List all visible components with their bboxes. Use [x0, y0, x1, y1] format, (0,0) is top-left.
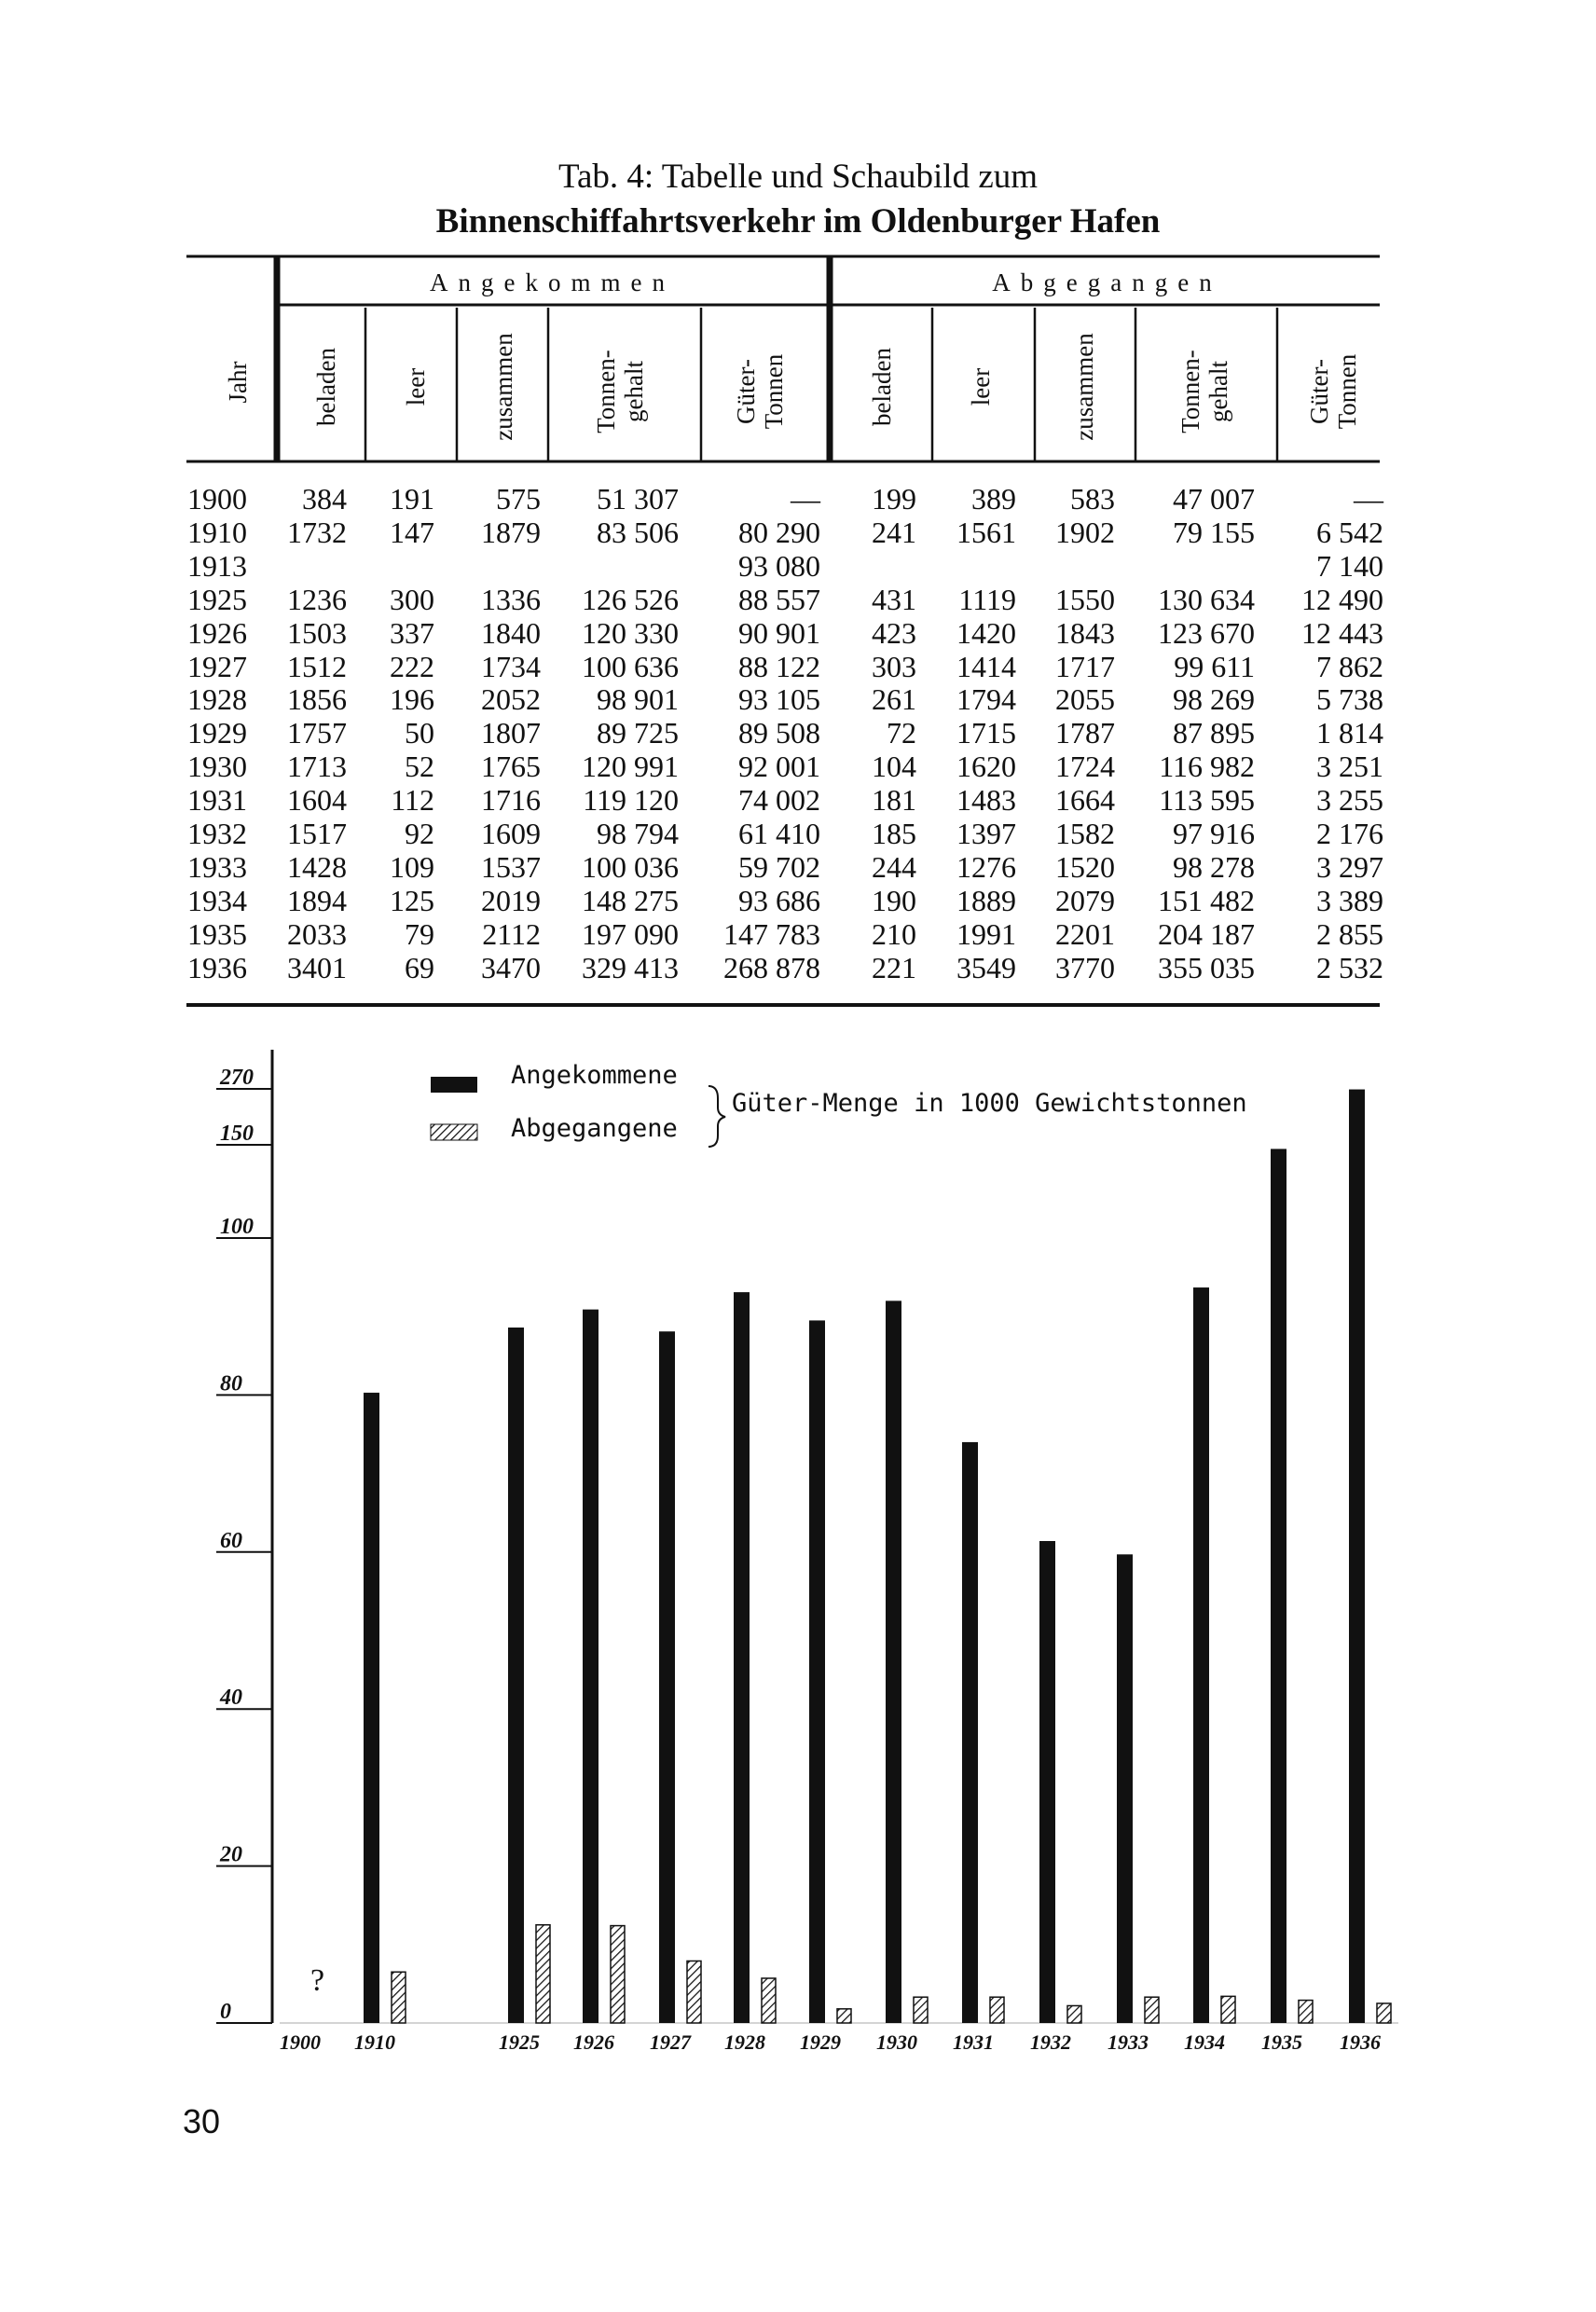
table-cell-year: 1930 [187, 750, 247, 784]
x-tick-label: 1934 [1184, 2030, 1225, 2054]
table-cell: 87 895 [1173, 716, 1255, 750]
y-tick-label: 60 [220, 1528, 242, 1553]
table-cell: 2 855 [1316, 916, 1383, 951]
table-cell: 2055 [1055, 682, 1115, 717]
table-cell: 355 035 [1158, 950, 1255, 984]
table-cell: 1236 [287, 582, 347, 616]
bars [364, 1090, 1391, 2023]
table-cell: 83 506 [597, 515, 679, 549]
page-number: 30 [183, 2102, 221, 2140]
table-cell: 120 991 [582, 750, 679, 784]
table-cell: 2201 [1055, 916, 1115, 951]
table-cell-year: 1910 [187, 515, 247, 549]
table-cell: 126 526 [582, 582, 679, 616]
table-cell-year: 1926 [187, 615, 247, 650]
table-cell-year: 1929 [187, 716, 247, 750]
x-tick-label: 1936 [1340, 2030, 1381, 2054]
table-cell: 1582 [1055, 817, 1115, 850]
column-header: beladen [312, 348, 340, 426]
table-cell: 1276 [956, 849, 1016, 884]
x-tick-label: 1928 [724, 2030, 765, 2054]
table-cell: 113 595 [1159, 783, 1255, 818]
table-cell-year: 1935 [187, 916, 247, 951]
x-tick-label: 1935 [1261, 2030, 1302, 2054]
table-cell: 1517 [287, 817, 347, 850]
bar-departed [990, 1997, 1004, 2023]
bar-departed [837, 2009, 851, 2023]
table-cell: 100 636 [582, 649, 679, 683]
table-cell-year: 1932 [187, 817, 247, 850]
column-header: Tonnen- gehalt [1176, 350, 1232, 434]
table-cell: 575 [496, 482, 541, 516]
table-cell: 1879 [481, 515, 541, 549]
table-cell: 3 255 [1316, 783, 1383, 818]
x-tick-label: 1933 [1108, 2030, 1149, 2054]
table-cell: 1732 [287, 515, 347, 549]
table-cell: 2052 [481, 682, 541, 717]
table-cell-year: 1933 [187, 849, 247, 884]
table-cell: 79 [405, 916, 434, 951]
legend-departed-swatch [431, 1124, 477, 1140]
bar-arrived [734, 1292, 750, 2023]
table-cell: 100 036 [582, 849, 679, 884]
table-cell: 123 670 [1158, 615, 1255, 650]
table-cell: 112 [391, 783, 434, 818]
table-cell: 98 278 [1173, 849, 1255, 884]
bar-departed [1221, 1996, 1235, 2023]
table-cell: 2 532 [1316, 950, 1383, 984]
table-cell-year: 1936 [187, 950, 247, 984]
table-cell: 1794 [956, 682, 1016, 717]
bar-arrived [1271, 1149, 1286, 2023]
table-cell: 1713 [287, 750, 347, 784]
x-axis-labels [280, 2030, 1381, 2054]
y-tick-label: 20 [220, 1842, 242, 1867]
table-cell: 1902 [1055, 515, 1115, 549]
table-cell-year: 1931 [187, 783, 247, 818]
table-cell: 98 269 [1173, 682, 1255, 717]
table-cell: 181 [872, 783, 916, 818]
table-cell: 92 [405, 817, 434, 850]
y-tick-label: 80 [220, 1371, 242, 1397]
table-cell: 7 862 [1316, 649, 1383, 683]
bar-departed [1299, 2001, 1313, 2023]
column-header: zusammen [1070, 333, 1098, 441]
table-cell: 1512 [287, 649, 347, 683]
table-cell: 47 007 [1173, 482, 1255, 516]
table-cell: 1483 [956, 783, 1016, 818]
table-cell: 69 [405, 950, 434, 984]
table-cell: 431 [872, 582, 916, 616]
table-cell: 1807 [481, 716, 541, 750]
table-cell: 1 814 [1316, 716, 1383, 750]
table-cell: 1991 [956, 916, 1016, 951]
table-cell: 210 [872, 916, 916, 951]
y-tick-label: 270 [220, 1066, 254, 1090]
table-cell: 221 [872, 950, 916, 984]
table-cell: 329 413 [582, 950, 679, 984]
table-cell: 583 [1070, 482, 1115, 516]
bar-arrived [1039, 1541, 1055, 2023]
table-cell: 191 [390, 482, 434, 516]
table-cell: 12 443 [1301, 615, 1383, 650]
x-tick-label: 1931 [953, 2030, 994, 2054]
table-cell: 1420 [956, 615, 1016, 650]
table-cell: 5 738 [1316, 682, 1383, 717]
table-cell: 1119 [958, 582, 1016, 616]
bar-arrived [583, 1310, 598, 2023]
table-cell: 52 [405, 750, 434, 784]
table-cell: 88 122 [738, 649, 820, 683]
table-cell: 196 [390, 682, 434, 717]
table-cell: 389 [971, 482, 1016, 516]
table-cell-year: 1927 [187, 649, 247, 683]
table-cell: 116 982 [1159, 750, 1255, 784]
bar-arrived [364, 1393, 379, 2023]
column-header: Güter- Tonnen [1305, 353, 1361, 430]
table-cell: 3770 [1055, 950, 1115, 984]
table-cell: 197 090 [582, 916, 679, 951]
table-cell: 1840 [481, 615, 541, 650]
legend-arrived-swatch [431, 1077, 477, 1093]
table-cell: 3 297 [1316, 849, 1383, 884]
y-tick-label: 100 [220, 1215, 254, 1239]
table-cell: 1787 [1055, 716, 1115, 750]
table-cell: 204 187 [1158, 916, 1255, 951]
table-cell: 190 [872, 883, 916, 917]
table-cell: 1414 [956, 649, 1016, 683]
column-header: leer [402, 367, 430, 406]
bar-arrived [659, 1331, 675, 2023]
column-header: Tonnen- gehalt [592, 350, 648, 434]
y-tick-label: 40 [220, 1686, 242, 1711]
x-tick-label: 1900 [280, 2030, 321, 2054]
table-cell: 1520 [1055, 849, 1115, 884]
table-cell: 222 [390, 649, 434, 683]
table-cell: 1537 [481, 849, 541, 884]
bar-departed [762, 1978, 776, 2023]
table-cell: 1620 [956, 750, 1016, 784]
table-cell: 61 410 [738, 817, 820, 850]
table-cell: 1843 [1055, 615, 1115, 650]
group-header-arrived: Angekommen [430, 268, 675, 296]
x-tick-label: 1929 [800, 2030, 841, 2054]
table-cell: 2079 [1055, 883, 1115, 917]
table-cell: 3 251 [1316, 750, 1383, 784]
table-cell: 125 [390, 883, 434, 917]
title-line-2: Binnenschiffahrtsverkehr im Oldenburger Hafen [435, 202, 1161, 241]
bar-arrived [809, 1320, 825, 2023]
table-cell: 384 [302, 482, 347, 516]
table-cell-year: 1934 [187, 883, 247, 917]
bar-departed [1067, 2005, 1081, 2023]
table-cell: 147 [390, 515, 434, 549]
bar-departed [914, 1997, 928, 2023]
x-tick-label: 1925 [499, 2030, 540, 2054]
table-cell: 185 [872, 817, 916, 850]
table-cell: 104 [872, 750, 916, 784]
table-cell: 2112 [482, 916, 541, 951]
table-cell: 199 [872, 482, 916, 516]
bar-arrived [962, 1442, 978, 2023]
bar-arrived [1193, 1287, 1209, 2023]
table-cell: 93 080 [738, 548, 820, 583]
column-header: zusammen [489, 333, 517, 441]
table-cell: 1428 [287, 849, 347, 884]
table-cell: 1734 [481, 649, 541, 683]
table-cell: 74 002 [738, 783, 820, 818]
table-cell: 79 155 [1173, 515, 1255, 549]
x-tick-label: 1926 [573, 2030, 614, 2054]
table-cell: 148 275 [582, 883, 679, 917]
table-cell: 50 [405, 716, 434, 750]
table-cell: 1757 [287, 716, 347, 750]
table-cell: 1503 [287, 615, 347, 650]
table-cell: 1894 [287, 883, 347, 917]
table-cell: 423 [872, 615, 916, 650]
table-cell: 261 [872, 682, 916, 717]
table-cell: 1397 [956, 817, 1016, 850]
table-cell: 3 389 [1316, 883, 1383, 917]
legend-departed-label: Abgegangene [511, 1114, 678, 1143]
table-cell: 3401 [287, 950, 347, 984]
table-cell: 1856 [287, 682, 347, 717]
table-cell: 241 [872, 515, 916, 549]
table-cell: 97 916 [1173, 817, 1255, 850]
bar-arrived [1117, 1554, 1133, 2023]
table-cell: 1715 [956, 716, 1016, 750]
legend-unit-label: Güter-Menge in 1000 Gewichtstonnen [732, 1089, 1247, 1118]
table-cell: 88 557 [738, 582, 820, 616]
table-cell: 2 176 [1316, 817, 1383, 850]
bar-departed [1377, 2003, 1391, 2023]
group-header-departed: Abgegangen [992, 268, 1222, 296]
table-cell: 1765 [481, 750, 541, 784]
table-cell: 1716 [481, 783, 541, 818]
table-cell: 151 482 [1158, 883, 1255, 917]
table-cell: 80 290 [738, 515, 820, 549]
table-cell: 1724 [1055, 750, 1115, 784]
table-cell: 59 702 [738, 849, 820, 884]
table-cell: 2033 [287, 916, 347, 951]
column-header: Güter- Tonnen [732, 353, 788, 430]
column-header: beladen [868, 348, 896, 426]
table-cell: 2019 [481, 883, 541, 917]
table-cell: 1609 [481, 817, 541, 850]
table-cell: 1604 [287, 783, 347, 818]
table-cell: 93 686 [738, 883, 820, 917]
table-cell: 147 783 [723, 916, 820, 951]
x-tick-label: 1927 [650, 2030, 691, 2054]
table-cell: 109 [390, 849, 434, 884]
bar-arrived [1349, 1090, 1365, 2023]
table-cell: 1550 [1055, 582, 1115, 616]
table-cell: 98 794 [597, 817, 679, 850]
bar-departed [611, 1926, 625, 2023]
year-header: Jahr [224, 361, 252, 404]
table-cell: 93 105 [738, 682, 820, 717]
table-cell-year: 1900 [187, 482, 247, 516]
bar-departed [536, 1925, 550, 2023]
bar-departed [1145, 1997, 1159, 2023]
legend-brace [709, 1086, 725, 1147]
table-cell: 300 [390, 582, 434, 616]
table-cell: 268 878 [723, 950, 820, 984]
legend-arrived-label: Angekommene [511, 1061, 678, 1090]
table-cell: 1664 [1055, 783, 1115, 818]
table-cell: 3470 [481, 950, 541, 984]
y-tick-label: 0 [220, 2000, 231, 2024]
title-line-1: Tab. 4: Tabelle und Schaubild zum [557, 158, 1039, 196]
table-cell: 92 001 [738, 750, 820, 784]
y-tick-label: 150 [220, 1122, 254, 1146]
table-cell: 90 901 [738, 615, 820, 650]
table-cell: 1717 [1055, 649, 1115, 683]
y-axis-ticks [216, 1066, 272, 2024]
table-cell-year: 1925 [187, 582, 247, 616]
unknown-value-marker: ? [310, 1963, 325, 1998]
table-cell: 1889 [956, 883, 1016, 917]
table-cell: 89 725 [597, 716, 679, 750]
table-cell: 337 [390, 615, 434, 650]
table-cell: 1336 [481, 582, 541, 616]
x-tick-label: 1910 [354, 2030, 395, 2054]
bar-departed [687, 1961, 701, 2023]
x-tick-label: 1930 [876, 2030, 917, 2054]
table-cell: 7 140 [1316, 548, 1383, 583]
table-cell: 119 120 [583, 783, 679, 818]
table-cell: 51 307 [597, 482, 679, 516]
table-cell: 244 [872, 849, 916, 884]
bar-departed [392, 1972, 406, 2023]
table-cell: 89 508 [738, 716, 820, 750]
bar-arrived [886, 1300, 901, 2023]
table-cell: 72 [887, 716, 916, 750]
table-cell: 12 490 [1301, 582, 1383, 616]
table-cell-year: 1913 [187, 548, 247, 583]
table-cell: 3549 [956, 950, 1016, 984]
bar-arrived [508, 1328, 524, 2023]
table-cell: 99 611 [1174, 649, 1255, 683]
table-cell: 98 901 [597, 682, 679, 717]
x-tick-label: 1932 [1030, 2030, 1071, 2054]
table-cell-year: 1928 [187, 682, 247, 717]
table-cell: — [791, 482, 820, 516]
column-header: leer [967, 367, 995, 406]
table-cell: 303 [872, 649, 916, 683]
table-cell: 120 330 [582, 615, 679, 650]
table-cell: 6 542 [1316, 515, 1383, 549]
table-cell: — [1354, 482, 1383, 516]
table-cell: 1561 [956, 515, 1016, 549]
table-cell: 130 634 [1158, 582, 1255, 616]
